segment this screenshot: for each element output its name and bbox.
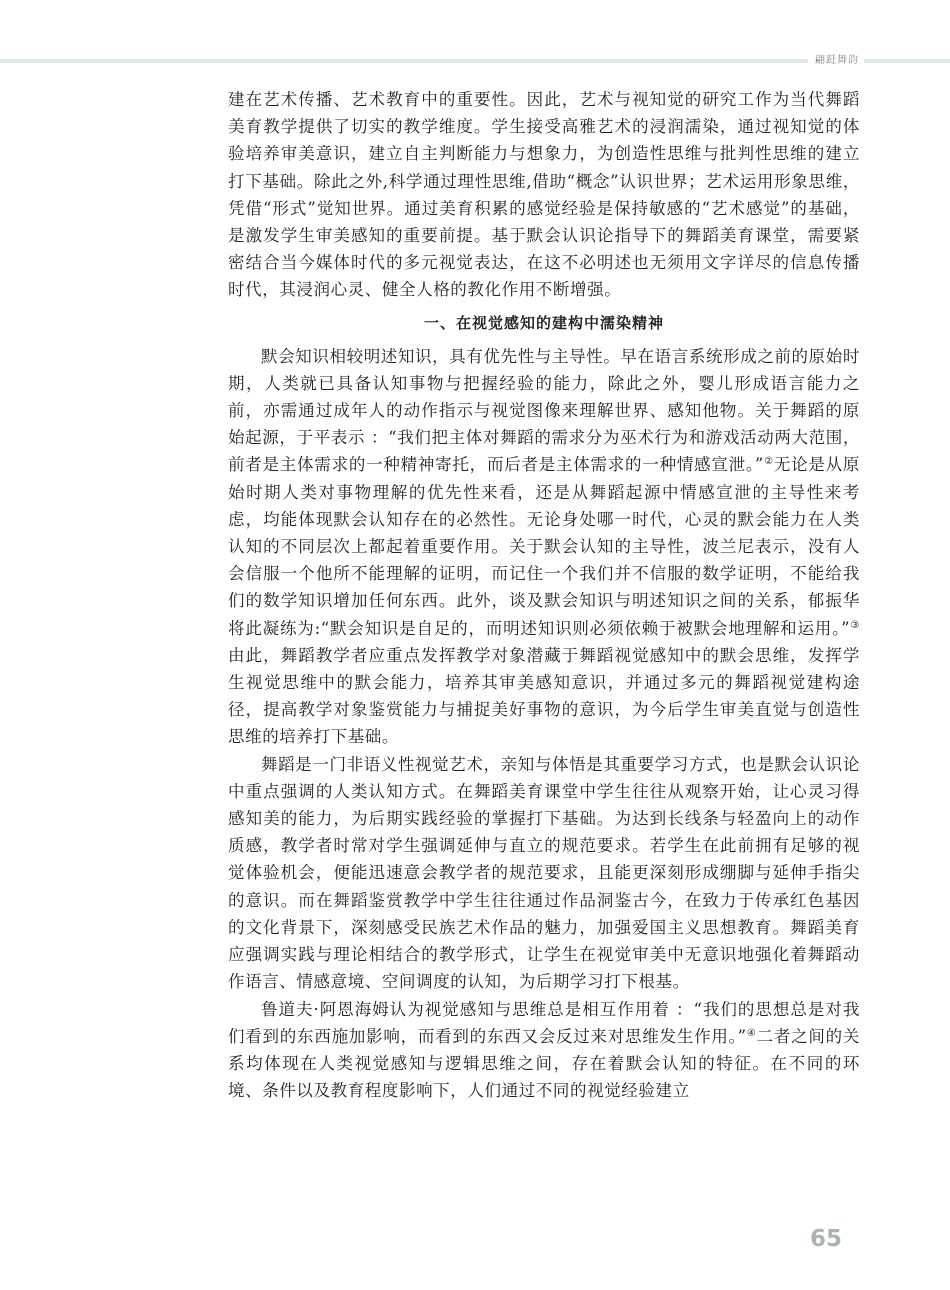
- section-heading: 一、在视觉感知的建构中濡染精神: [423, 313, 664, 332]
- footnote-ref: ③: [850, 619, 860, 631]
- header-rule-right: [864, 59, 950, 63]
- paragraph-continued: 建在艺术传播、艺术教育中的重要性。因此，艺术与视知觉的研究工作为当代舞蹈美育教学提供了切实的教学维度。学生接受高雅艺术的浸润濡染，通过视知觉的体验培养审美意识，建立自主判断能力与想象力，为创造性思维与批判性思维的建立打下基础。除此之外,科学通过理性思维,借助“概念”认识世界；艺术运用形象思维，凭借“形式”觉知世界。通过美育积累的感觉经验是保持敏感的“艺术感觉”的基础，是激发学生审美感知的重要前提。基于默会认识论指导下的舞蹈美育课堂，需要紧密结合当今媒体时代的多元视觉表达，在这不必明述也无须用文字详尽的信息传播时代，其浸润心灵、健全人格的教化作用不断增强。: [228, 90, 860, 300]
- paragraph-tacit-knowledge: [228, 343, 860, 751]
- paragraph-text: 二者之间的关系均体现在人类视觉感知与逻辑思维之间，存在着默会认知的特征。在不同的环境、条件以及教育程度影响下，人们通过不同的视觉经验建立: [228, 1026, 860, 1101]
- paragraph-text: 无论是从原始时期人类对事物理解的优先性来看，还是从舞蹈起源中情感宣泄的主导性来考虑，均能体现默会认知存在的必然性。无论身处哪一时代，心灵的默会能力在人类认知的不同层次上都起着重要作用。关于默会认知的主导性，波兰尼表示，没有人会信服一个他所不能理解的证明，而记住一个我们并不信服的数学证明，不能给我们的数学知识增加任何东西。此外，谈及默会知识与明述知识之间的关系，郁振华将此凝练为:“默会知识是自足的，而明述知识则必须依赖于被默会地理解和运用。”: [228, 455, 861, 638]
- paragraph-text: 默会知识相较明述知识，具有优先性与主导性。早在语言系统形成之前的原始时期，人类就已具备认知事物与把握经验的能力，除此之外，婴儿形成语言能力之前，亦需通过成年人的动作指示与视觉图像来理解世界、感知他物。关于舞蹈的原始起源，于平表示 ：“我们把主体对舞蹈的需求分为巫术行为和游戏活动两大范围，前者是主体需求的一种精神寄托，而后者是主体需求的一种情感宣泄。”: [228, 346, 860, 475]
- running-header-title: 翩跹舞韵: [815, 55, 859, 66]
- paragraph-dance-visual-art: 舞蹈是一门非语义性视觉艺术，亲知与体悟是其重要学习方式，也是默会认识论中重点强调的人类认知方式。在舞蹈美育课堂中学生往往从观察开始，让心灵习得感知美的能力，为后期实践经验的掌握打下基础。为达到长线条与轻盈向上的动作质感，教学者时常对学生强调延伸与直立的规范要求。若学生在此前拥有足够的视觉体验机会，便能迅速意会教学者的规范要求，且能更深刻形成绷脚与延伸手指尖的意识。而在舞蹈鉴赏教学中学生往往通过作品洞鉴古今，在致力于传承红色基因的文化背景下，深刻感受民族艺术作品的魅力，加强爱国主义思想教育。舞蹈美育应强调实践与理论相结合的教学形式，让学生在视觉审美中无意识地强化着舞蹈动作语言、情感意境、空间调度的认知，为后期学习打下根基。: [228, 754, 860, 992]
- article-body: [228, 86, 860, 1104]
- paragraph-text: 由此，舞蹈教学者应重点发挥教学对象潜藏于舞蹈视觉感知中的默会思维，发挥学生视觉思维中的默会能力，培养其审美感知意识，并通过多元的舞蹈视觉建构途径，提高教学对象鉴赏能力与捕捉美好事物的意识，为今后学生审美直觉与创造性思维的培养打下基础。: [228, 645, 860, 747]
- paragraph-arnheim: [228, 996, 860, 1105]
- footnote-ref: ④: [746, 1027, 757, 1039]
- header-rule-left: [0, 59, 808, 63]
- footnote-ref: ②: [763, 456, 774, 468]
- page-number: 65: [809, 1226, 842, 1252]
- paragraph-text: 鲁道夫·阿恩海姆认为视觉感知与思维总是相互作用着 ：“我们的思想总是对我们看到的东西施加影响，而看到的东西又会反过来对思维发生作用。”: [228, 999, 860, 1046]
